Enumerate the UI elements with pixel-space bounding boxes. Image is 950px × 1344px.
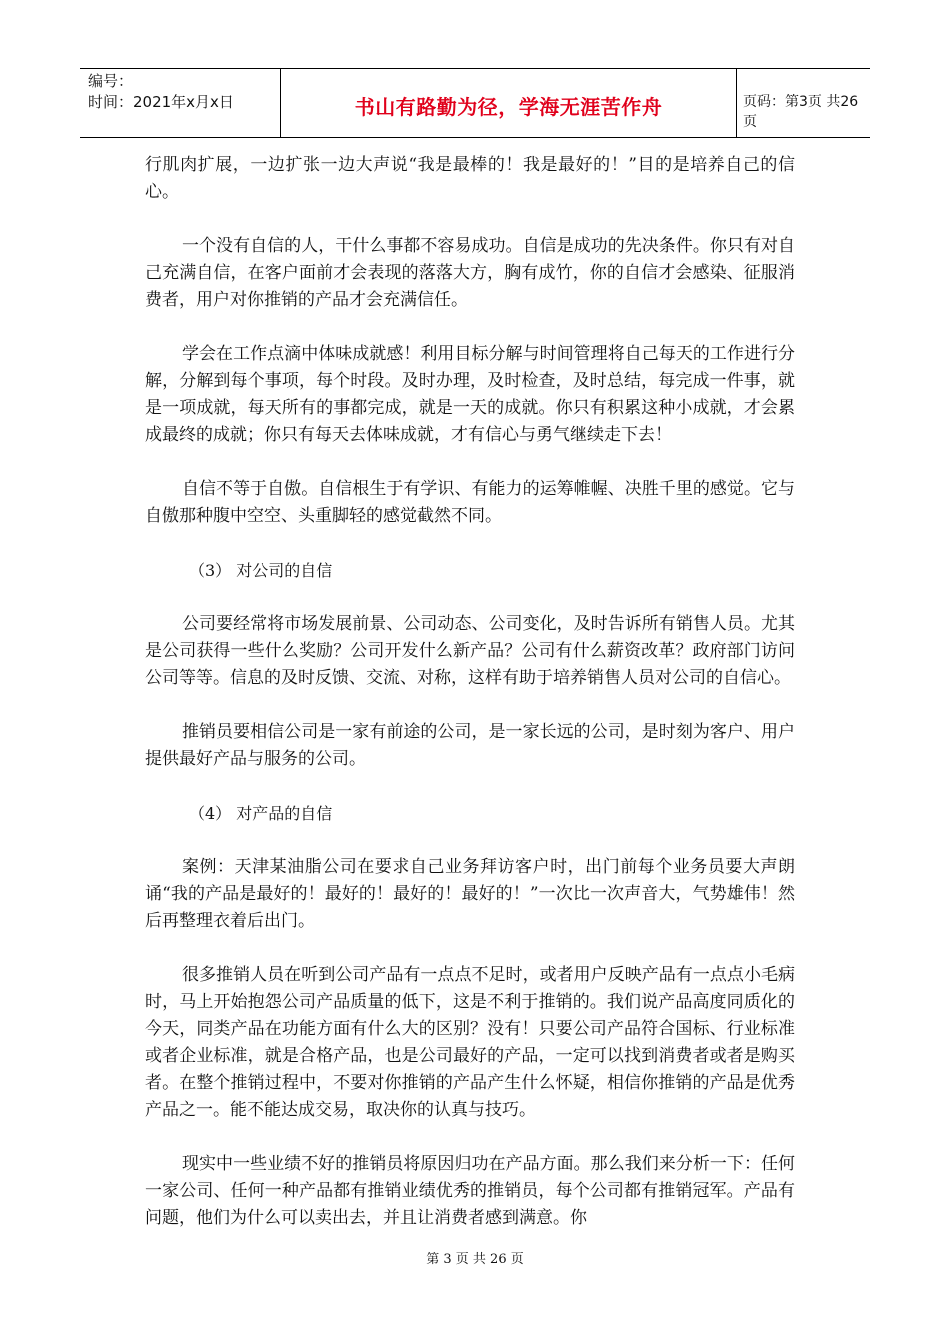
- document-number-label: 编号：: [88, 72, 134, 90]
- section-subheading: （4） 对产品的自信: [189, 804, 333, 823]
- section-subheading: （3） 对公司的自信: [189, 561, 333, 580]
- header-page-info: 页码：第3页 共26页: [743, 94, 859, 130]
- header-meta: [80, 69, 280, 137]
- paragraph: 案例：天津某油脂公司在要求自己业务拜访客户时，出门前每个业务员要大声朗诵“我的产品是最好的！最好的！最好的！最好的！”一次比一次声音大，气势雄伟！然后再整理衣着后出门。: [145, 857, 795, 931]
- paragraph: 行肌肉扩展，一边扩张一边大声说“我是最棒的！我是最好的！”目的是培养自己的信心。: [145, 155, 795, 202]
- paragraph: 很多推销人员在听到公司产品有一点点不足时，或者用户反映产品有一点点小毛病时，马上开始抱怨公司产品质量的低下，这是不利于推销的。我们说产品高度同质化的今天，同类产品在功能方面有什么大的区别？没有！只要公司产品符合国标、行业标准或者企业标准，就是合格产品，也是公司最好的产品，一定可以找到消费者或者是购买者。在整个推销过程中，不要对你推销的产品产生什么怀疑，相信你推销的产品是优秀产品之一。能不能达成交易，取决你的认真与技巧。: [145, 965, 795, 1120]
- document-date-label: 时间：2021年x月x日: [88, 93, 234, 111]
- paragraph: 一个没有自信的人，干什么事都不容易成功。自信是成功的先决条件。你只有对自己充满自信，在客户面前才会表现的落落大方，胸有成竹，你的自信才会感染、征服消费者，用户对你推销的产品才会充满信任。: [145, 236, 795, 310]
- paragraph: 自信不等于自傲。自信根生于有学识、有能力的运筹帷幄、决胜千里的感觉。它与自傲那种腹中空空、头重脚轻的感觉截然不同。: [145, 479, 795, 526]
- page-footer: 第 3 页 共 26 页: [426, 1252, 524, 1267]
- header-motto-cell: [280, 69, 737, 137]
- header-motto: 书山有路勤为径，学海无涯苦作舟: [354, 95, 663, 119]
- paragraph: 公司要经常将市场发展前景、公司动态、公司变化，及时告诉所有销售人员。尤其是公司获得一些什么奖励？公司开发什么新产品？公司有什么薪资改革？政府部门访问公司等等。信息的及时反馈、交流、对称，这样有助于培养销售人员对公司的自信心。: [145, 614, 795, 688]
- page-header: [80, 68, 870, 138]
- paragraph: 现实中一些业绩不好的推销员将原因归功在产品方面。那么我们来分析一下：任何一家公司、任何一种产品都有推销业绩优秀的推销员，每个公司都有推销冠军。产品有问题，他们为什么可以卖出去，并且让消费者感到满意。你: [145, 1154, 795, 1228]
- paragraph: 推销员要相信公司是一家有前途的公司，是一家长远的公司，是时刻为客户、用户提供最好产品与服务的公司。: [145, 722, 795, 769]
- paragraph: 学会在工作点滴中体味成就感！利用目标分解与时间管理将自己每天的工作进行分解，分解到每个事项，每个时段。及时办理，及时检查，及时总结，每完成一件事，就是一项成就，每天所有的事都完成，就是一天的成就。你只有积累这种小成就，才会累成最终的成就；你只有每天去体味成就，才有信心与勇气继续走下去！: [145, 344, 795, 445]
- document-body: [145, 152, 795, 1259]
